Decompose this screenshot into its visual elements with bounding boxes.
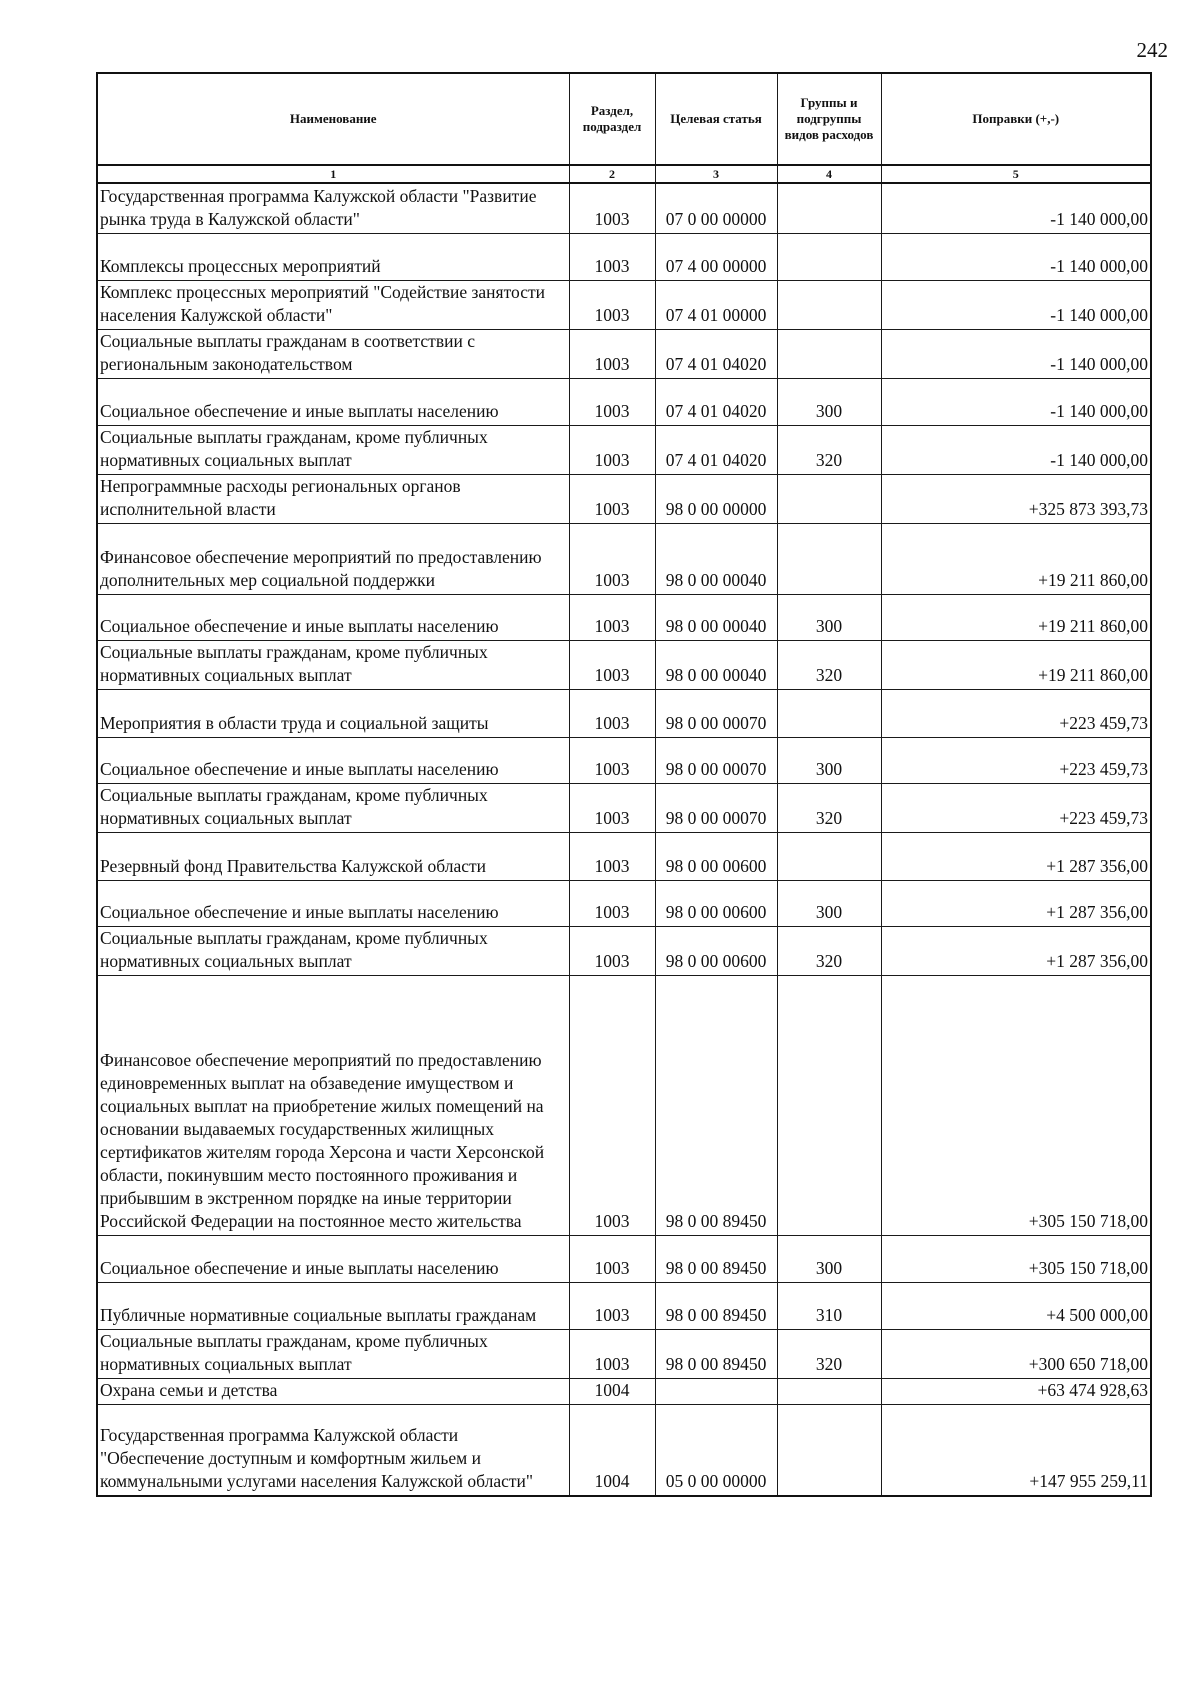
table-row [97, 233, 1151, 280]
row-name: Социальное обеспечение и иные выплаты населению [97, 378, 569, 425]
row-target: 98 0 00 00600 [655, 880, 777, 926]
column-number: 3 [655, 165, 777, 183]
row-section: 1003 [569, 926, 655, 975]
row-section: 1003 [569, 233, 655, 280]
row-target: 07 4 01 00000 [655, 280, 777, 329]
table-row [97, 975, 1151, 1235]
row-name: Охрана семьи и детства [97, 1378, 569, 1404]
row-group: 320 [777, 640, 881, 689]
header-amount: Поправки (+,-) [881, 73, 1151, 165]
row-group [777, 523, 881, 594]
row-name: Социальные выплаты гражданам, кроме публичных нормативных социальных выплат [97, 926, 569, 975]
row-group: 300 [777, 594, 881, 640]
row-amount: +4 500 000,00 [881, 1282, 1151, 1329]
table-row [97, 783, 1151, 832]
row-name: Публичные нормативные социальные выплаты гражданам [97, 1282, 569, 1329]
row-group [777, 329, 881, 378]
row-section: 1003 [569, 1282, 655, 1329]
row-group [777, 1404, 881, 1496]
row-name: Комплекс процессных мероприятий "Содействие занятости населения Калужской области" [97, 280, 569, 329]
row-name: Социальные выплаты гражданам, кроме публичных нормативных социальных выплат [97, 783, 569, 832]
table-row [97, 880, 1151, 926]
row-name: Мероприятия в области труда и социальной защиты [97, 689, 569, 737]
row-target: 98 0 00 89450 [655, 1235, 777, 1282]
row-amount: +325 873 393,73 [881, 474, 1151, 523]
row-section: 1003 [569, 474, 655, 523]
row-amount: +1 287 356,00 [881, 832, 1151, 880]
row-target: 98 0 00 00040 [655, 640, 777, 689]
row-amount: +147 955 259,11 [881, 1404, 1151, 1496]
row-section: 1003 [569, 183, 655, 233]
row-amount: -1 140 000,00 [881, 280, 1151, 329]
column-number: 1 [97, 165, 569, 183]
row-group [777, 975, 881, 1235]
row-amount: +1 287 356,00 [881, 926, 1151, 975]
row-target: 07 4 00 00000 [655, 233, 777, 280]
row-section: 1003 [569, 378, 655, 425]
row-target [655, 1378, 777, 1404]
row-amount: +223 459,73 [881, 737, 1151, 783]
row-group [777, 689, 881, 737]
row-target: 07 0 00 00000 [655, 183, 777, 233]
row-group [777, 233, 881, 280]
row-section: 1003 [569, 975, 655, 1235]
table-row [97, 926, 1151, 975]
header-target: Целевая статья [655, 73, 777, 165]
row-target: 98 0 00 00070 [655, 689, 777, 737]
row-section: 1003 [569, 425, 655, 474]
row-section: 1003 [569, 594, 655, 640]
row-group [777, 183, 881, 233]
row-target: 07 4 01 04020 [655, 329, 777, 378]
table-row [97, 378, 1151, 425]
row-name: Социальные выплаты гражданам, кроме публичных нормативных социальных выплат [97, 425, 569, 474]
row-amount: +223 459,73 [881, 689, 1151, 737]
row-target: 07 4 01 04020 [655, 425, 777, 474]
row-section: 1003 [569, 832, 655, 880]
row-amount: -1 140 000,00 [881, 329, 1151, 378]
column-number: 5 [881, 165, 1151, 183]
row-group: 320 [777, 425, 881, 474]
row-target: 98 0 00 00070 [655, 783, 777, 832]
row-name: Социальное обеспечение и иные выплаты населению [97, 737, 569, 783]
row-amount: +63 474 928,63 [881, 1378, 1151, 1404]
table-row [97, 832, 1151, 880]
row-name: Социальные выплаты гражданам, кроме публичных нормативных социальных выплат [97, 640, 569, 689]
row-group: 300 [777, 378, 881, 425]
row-section: 1003 [569, 1329, 655, 1378]
row-amount: +19 211 860,00 [881, 640, 1151, 689]
row-section: 1003 [569, 880, 655, 926]
table-row [97, 280, 1151, 329]
table-body [97, 183, 1151, 1496]
row-target: 98 0 00 89450 [655, 1329, 777, 1378]
row-group: 320 [777, 1329, 881, 1378]
row-target: 07 4 01 04020 [655, 378, 777, 425]
table-row [97, 1329, 1151, 1378]
header-group: Группы и подгруппы видов расходов [777, 73, 881, 165]
row-amount: +1 287 356,00 [881, 880, 1151, 926]
table-row [97, 425, 1151, 474]
row-name: Социальные выплаты гражданам, кроме публичных нормативных социальных выплат [97, 1329, 569, 1378]
row-name: Социальное обеспечение и иные выплаты населению [97, 1235, 569, 1282]
table-row [97, 183, 1151, 233]
table-row [97, 1404, 1151, 1496]
row-name: Государственная программа Калужской области "Обеспечение доступным и комфортным жильем и коммунальными услугами населения Калужской области" [97, 1404, 569, 1496]
header-name: Наименование [97, 73, 569, 165]
row-target: 05 0 00 00000 [655, 1404, 777, 1496]
row-group [777, 1378, 881, 1404]
table-row [97, 1378, 1151, 1404]
row-name: Социальное обеспечение и иные выплаты населению [97, 880, 569, 926]
row-section: 1003 [569, 737, 655, 783]
row-target: 98 0 00 00070 [655, 737, 777, 783]
row-target: 98 0 00 00040 [655, 523, 777, 594]
row-target: 98 0 00 00000 [655, 474, 777, 523]
row-section: 1003 [569, 1235, 655, 1282]
table-row [97, 689, 1151, 737]
column-number-row [97, 165, 1151, 183]
header-section: Раздел, подраздел [569, 73, 655, 165]
row-group: 300 [777, 880, 881, 926]
row-name: Резервный фонд Правительства Калужской области [97, 832, 569, 880]
row-amount: +19 211 860,00 [881, 523, 1151, 594]
row-section: 1003 [569, 523, 655, 594]
row-section: 1004 [569, 1404, 655, 1496]
table-row [97, 474, 1151, 523]
row-amount: +305 150 718,00 [881, 975, 1151, 1235]
row-group: 320 [777, 783, 881, 832]
row-group [777, 474, 881, 523]
table-row [97, 329, 1151, 378]
column-number: 4 [777, 165, 881, 183]
row-target: 98 0 00 00040 [655, 594, 777, 640]
row-group: 300 [777, 737, 881, 783]
row-group: 310 [777, 1282, 881, 1329]
page-number: 242 [1136, 38, 1168, 62]
row-amount: +19 211 860,00 [881, 594, 1151, 640]
row-name: Непрограммные расходы региональных органов исполнительной власти [97, 474, 569, 523]
row-amount: -1 140 000,00 [881, 183, 1151, 233]
row-section: 1003 [569, 783, 655, 832]
row-group: 320 [777, 926, 881, 975]
row-group [777, 832, 881, 880]
header-row [97, 73, 1151, 165]
row-target: 98 0 00 89450 [655, 975, 777, 1235]
column-number: 2 [569, 165, 655, 183]
row-section: 1004 [569, 1378, 655, 1404]
table-row [97, 640, 1151, 689]
row-target: 98 0 00 00600 [655, 926, 777, 975]
row-amount: +300 650 718,00 [881, 1329, 1151, 1378]
table-row [97, 523, 1151, 594]
row-amount: -1 140 000,00 [881, 425, 1151, 474]
row-name: Комплексы процессных мероприятий [97, 233, 569, 280]
budget-table [96, 72, 1152, 1497]
table-row [97, 737, 1151, 783]
row-section: 1003 [569, 689, 655, 737]
table-row [97, 1235, 1151, 1282]
row-name: Социальное обеспечение и иные выплаты населению [97, 594, 569, 640]
row-group [777, 280, 881, 329]
row-section: 1003 [569, 329, 655, 378]
row-group: 300 [777, 1235, 881, 1282]
table-row [97, 594, 1151, 640]
row-target: 98 0 00 00600 [655, 832, 777, 880]
row-amount: +223 459,73 [881, 783, 1151, 832]
row-section: 1003 [569, 640, 655, 689]
table-row [97, 1282, 1151, 1329]
row-name: Финансовое обеспечение мероприятий по предоставлению дополнительных мер социальной поддержки [97, 523, 569, 594]
row-amount: -1 140 000,00 [881, 233, 1151, 280]
row-name: Финансовое обеспечение мероприятий по предоставлению единовременных выплат на обзаведение имуществом и социальных выплат на приобретение жилых помещений на основании выдаваемых государственных жилищных сертификатов жителям города Херсона и части Херсонской области, покинувшим место постоянного проживания и прибывшим в экстренном порядке на иные территории Российской Федерации на постоянное место жительства [97, 975, 569, 1235]
row-amount: -1 140 000,00 [881, 378, 1151, 425]
row-amount: +305 150 718,00 [881, 1235, 1151, 1282]
row-name: Социальные выплаты гражданам в соответствии с региональным законодательством [97, 329, 569, 378]
row-target: 98 0 00 89450 [655, 1282, 777, 1329]
row-name: Государственная программа Калужской области "Развитие рынка труда в Калужской области" [97, 183, 569, 233]
row-section: 1003 [569, 280, 655, 329]
